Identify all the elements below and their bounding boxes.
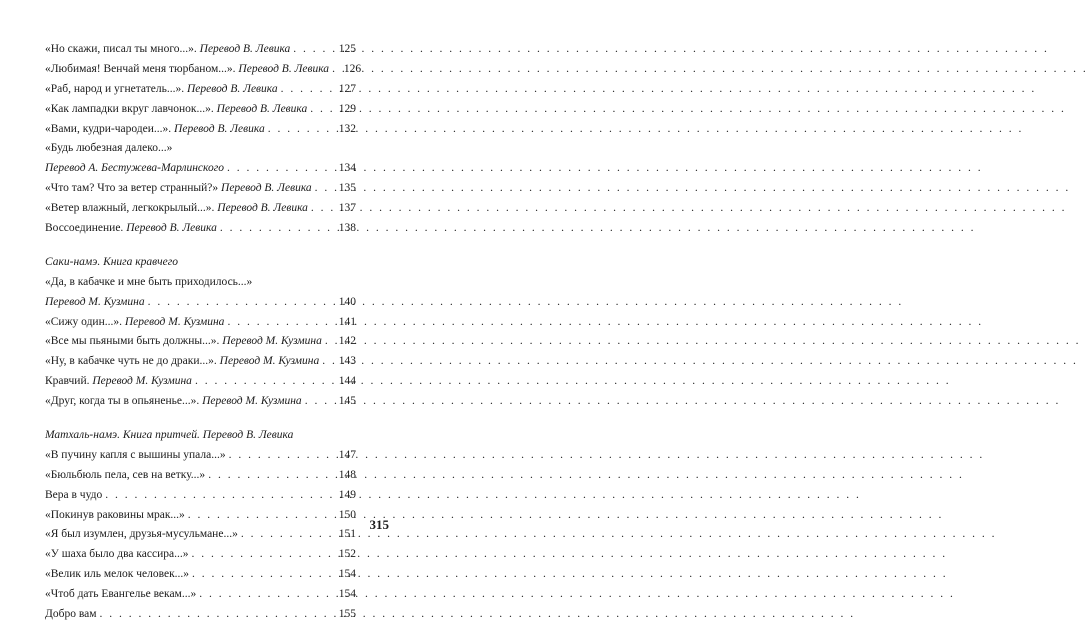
toc-entry [45,392,356,412]
entry-text [45,486,102,506]
toc-entry [45,100,356,120]
entry-title: «Бюльбюль пела, сев на ветку...» [45,468,206,481]
entry-title: «Друг, когда ты в опьяненье...». [45,395,200,408]
toc-entry [45,159,356,179]
entry-translator: Перевод М. Кузмина [45,295,145,308]
entry-text [45,352,319,372]
entry-page-number: 152 [338,548,356,561]
entry-title: «Будь любезная далеко...» [45,142,173,155]
entry-text [45,159,224,179]
entry-text [45,179,312,199]
entry-page-number: 126 [343,62,362,75]
dot-leader [305,392,333,412]
entry-text [45,273,356,293]
section-heading: Саки-намэ. Книга кравчего [45,255,178,268]
entry-page-number: 125 [338,43,356,55]
entry-title: «Раб, народ и угнетатель...». [45,82,185,95]
entry-text [45,313,224,333]
entry-title: «Да, в кабачке и мне быть приходилось...» [45,275,253,288]
entry-text [45,219,217,239]
entry-title: Воссоединение. [45,222,124,235]
entry-text [45,545,188,565]
entry-translator: Перевод В. Левика [126,222,217,235]
entry-page-number: 142 [338,335,356,348]
toc-entry [45,120,356,140]
toc-entry [45,446,356,466]
dot-leader [99,605,333,625]
entry-text [45,120,265,140]
entry-translator: Перевод В. Левика [174,122,265,135]
entry-translator: Перевод М. Кузмина [92,375,192,388]
toc-entry [45,313,356,333]
toc-entry [45,273,356,293]
section-heading: Матхаль-намэ. Книга притчей. Перевод В. Левика [45,429,294,442]
toc-entry [45,486,356,506]
toc-entry [45,139,356,159]
entry-title: «Покинув раковины мрак...» [45,508,185,521]
toc-entry [45,352,356,372]
entry-page-number: 155 [338,608,356,621]
entry-page-number: 140 [338,295,356,308]
dot-leader [148,293,333,313]
toc-entry [45,585,356,605]
dot-leader [311,199,333,219]
entry-title: Кравчий. [45,375,90,388]
section-gap [45,239,356,253]
entry-page-number: 151 [338,528,356,541]
entry-title: «Все мы пьяными быть должны...». [45,335,220,348]
entry-title: «Что там? Что за ветер странный?» [45,182,219,195]
entry-title: «Любимая! Венчай меня тюрбаном...». [45,62,236,75]
toc-entry [45,332,356,352]
entry-text [45,605,96,625]
toc-entry [45,199,356,219]
toc-entry [45,293,356,313]
toc-entry [45,525,356,545]
entry-text [45,293,145,313]
entry-title: «Как лампадки вкруг лавчонок...». [45,102,214,115]
entry-text [45,525,238,545]
entry-title: «Но скажи, писал ты много...». [45,43,197,55]
entry-title: Вера в чудо [45,488,103,501]
toc-entry [45,40,356,60]
entry-translator: Перевод М. Кузмина [124,315,225,328]
entry-translator: Перевод М. Кузмина [222,335,322,348]
toc-entry [45,565,356,585]
book-page [0,0,410,621]
entry-title: «У шаха было два кассира...» [45,548,189,561]
entry-page-number: 150 [338,508,356,521]
dot-leader [332,60,338,80]
entry-title: «Чтоб дать Евангелье векам...» [45,588,197,601]
entry-page-number: 135 [338,182,356,195]
entry-page-number: 141 [338,315,356,328]
entry-page-number: 148 [338,468,356,481]
entry-page-number: 149 [338,488,356,501]
entry-page-number: 137 [338,202,356,215]
entry-page-number: 129 [338,102,356,115]
entry-page-number: 134 [338,162,356,175]
entry-title: «Вами, кудри-чародеи...». [45,122,172,135]
entry-text [45,585,196,605]
entry-text [45,199,308,219]
dot-leader [315,179,333,199]
dot-leader [191,545,333,565]
entry-translator: Перевод В. Левика [216,102,308,115]
dot-leader [293,40,333,60]
dot-leader [241,525,333,545]
toc-entry [45,179,356,199]
entry-text [45,372,192,392]
entry-page-number: 127 [338,82,356,95]
entry-text [45,565,189,585]
dot-leader [227,313,333,333]
entry-page-number: 144 [338,375,356,388]
entry-title: «Я был изумлен, друзья-мусульмане...» [45,528,238,541]
section-gap [45,412,356,426]
table-of-contents [45,40,362,625]
entry-page-number: 145 [338,395,356,408]
entry-page-number: 138 [338,222,356,235]
entry-text [45,506,185,526]
entry-text [45,139,356,159]
toc-entry [45,466,356,486]
entry-text [45,100,307,120]
dot-leader [188,506,333,526]
entry-title: «Велик иль мелок человек...» [45,568,190,581]
dot-leader [325,332,333,352]
dot-leader [227,159,333,179]
toc-entry [45,219,356,239]
entry-text [45,332,322,352]
entry-title: «В пучину капля с вышины упала...» [45,448,226,461]
entry-translator: Перевод М. Кузмина [219,355,320,368]
entry-translator: Перевод В. Левика [238,62,330,75]
entry-page-number: 154 [338,568,356,581]
entry-text [45,40,290,60]
dot-leader [105,486,333,506]
dot-leader [322,352,333,372]
entry-text [45,60,329,80]
entry-page-number: 147 [338,448,356,461]
toc-entry [45,60,362,80]
entry-translator: Перевод В. Левика [199,43,291,55]
dot-leader [310,100,333,120]
dot-leader [268,120,333,140]
entry-translator: Перевод М. Кузмина [202,395,302,408]
entry-page-number: 132 [338,122,356,135]
entry-page-number: 143 [338,355,356,368]
entry-title: «Ну, в кабачке чуть не до драки...». [45,355,217,368]
toc-entry [45,545,356,565]
entry-translator: Перевод В. Левика [221,182,312,195]
dot-leader [229,446,333,466]
dot-leader [192,565,333,585]
toc-entry [45,372,356,392]
dot-leader [199,585,333,605]
dot-leader [195,372,333,392]
entry-text [45,80,278,100]
toc-entry [45,605,356,625]
entry-page-number: 154 [338,588,356,601]
entry-text [45,446,226,466]
page-number: 315 [369,517,389,532]
entry-title: Добро вам [45,608,97,621]
dot-leader [208,466,333,486]
dot-leader [281,80,333,100]
entry-translator: Перевод В. Левика [186,82,278,95]
entry-translator: Перевод В. Левика [217,202,308,215]
entry-translator: Перевод А. Бестужева-Марлинского [45,162,224,175]
toc-entry [45,80,356,100]
entry-title: «Ветер влажный, легкокрылый...». [45,202,215,215]
entry-text [45,466,205,486]
toc-entry [45,506,356,526]
entry-title: «Сижу один...». [45,315,122,328]
dot-leader [220,219,333,239]
entry-text [45,392,302,412]
